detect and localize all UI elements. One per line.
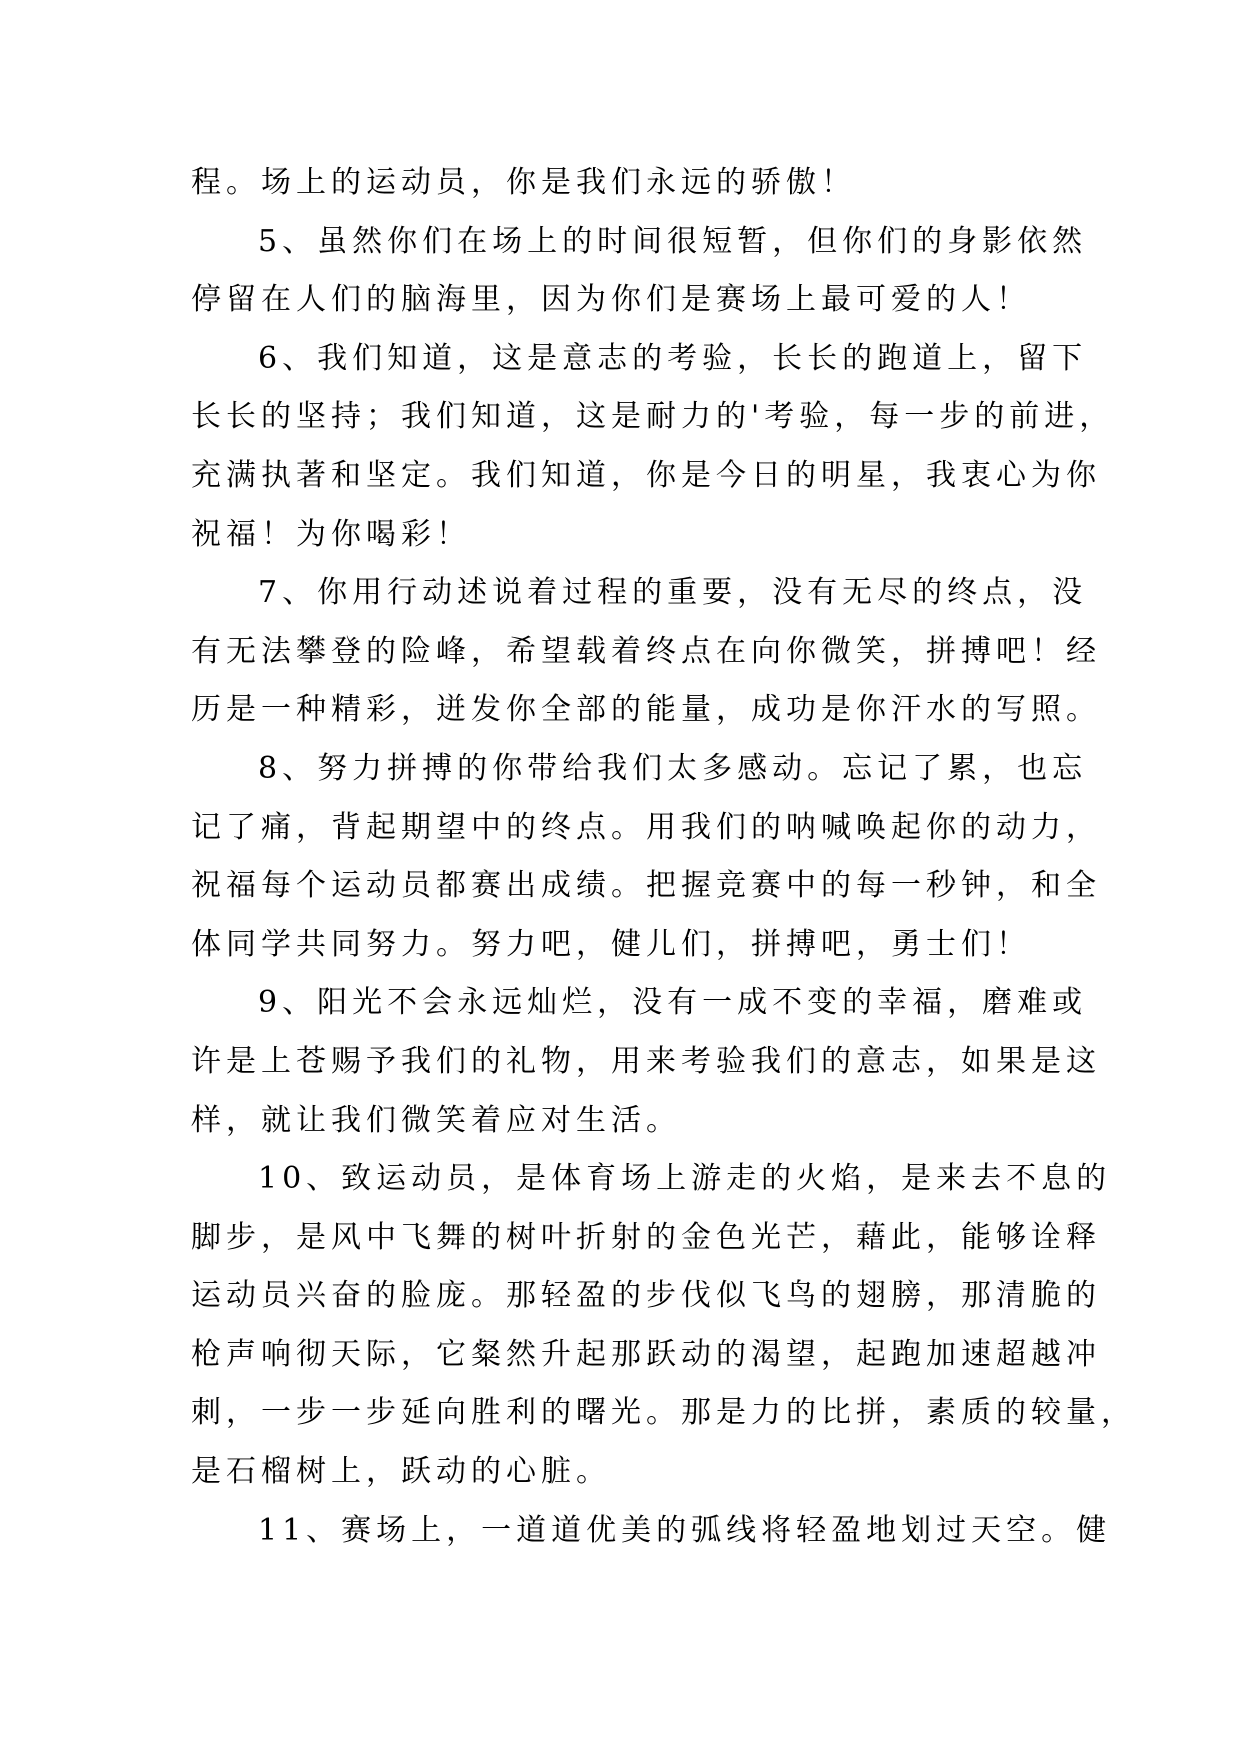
text-line: 历是一种精彩，迸发你全部的能量，成功是你汗水的写照。 [191,692,1101,728]
text-line: 有无法攀登的险峰，希望载着终点在向你微笑，拼搏吧！经 [191,633,1101,669]
text-line: 脚步，是风中飞舞的树叶折射的金色光芒，藉此，能够诠释 [191,1219,1101,1255]
text-line: 运动员兴奋的脸庞。那轻盈的步伐似飞鸟的翅膀，那清脆的 [191,1278,1101,1314]
text-line: 刺，一步一步延向胜利的曙光。那是力的比拼，素质的较量， [191,1395,1136,1431]
text-line: 5、虽然你们在场上的时间很短暂，但你们的身影依然 [258,223,1088,259]
text-line: 长长的坚持；我们知道，这是耐力的'考验，每一步的前进， [191,399,1115,435]
text-line: 许是上苍赐予我们的礼物，用来考验我们的意志，如果是这 [191,1043,1101,1079]
text-line: 枪声响彻天际，它粲然升起那跃动的渴望，起跑加速超越冲 [191,1336,1101,1372]
text-line: 10、致运动员，是体育场上游走的火焰，是来去不息的 [258,1161,1112,1197]
text-line: 祝福每个运动员都赛出成绩。把握竞赛中的每一秒钟，和全 [191,868,1101,904]
text-line: 7、你用行动述说着过程的重要，没有无尽的终点，没 [258,575,1088,611]
text-line: 8、努力拼搏的你带给我们太多感动。忘记了累，也忘 [258,750,1088,786]
document-body [191,154,1136,1560]
text-line: 记了痛，背起期望中的终点。用我们的呐喊唤起你的动力， [191,809,1101,845]
text-line: 程。场上的运动员，你是我们永远的骄傲！ [191,165,856,200]
text-line: 6、我们知道，这是意志的考验，长长的跑道上，留下 [258,340,1088,376]
text-line: 9、阳光不会永远灿烂，没有一成不变的幸福，磨难或 [258,985,1088,1021]
text-line: 体同学共同努力。努力吧，健儿们，拼搏吧，勇士们！ [191,926,1031,962]
text-line: 充满执著和坚定。我们知道，你是今日的明星，我衷心为你 [191,457,1101,493]
text-line: 停留在人们的脑海里，因为你们是赛场上最可爱的人！ [191,282,1031,318]
text-line: 是石榴树上，跃动的心脏。 [191,1454,611,1490]
text-line: 样，就让我们微笑着应对生活。 [191,1102,681,1138]
text-line: 11、赛场上，一道道优美的弧线将轻盈地划过天空。健 [258,1512,1112,1548]
text-line: 祝福！为你喝彩！ [191,516,471,552]
